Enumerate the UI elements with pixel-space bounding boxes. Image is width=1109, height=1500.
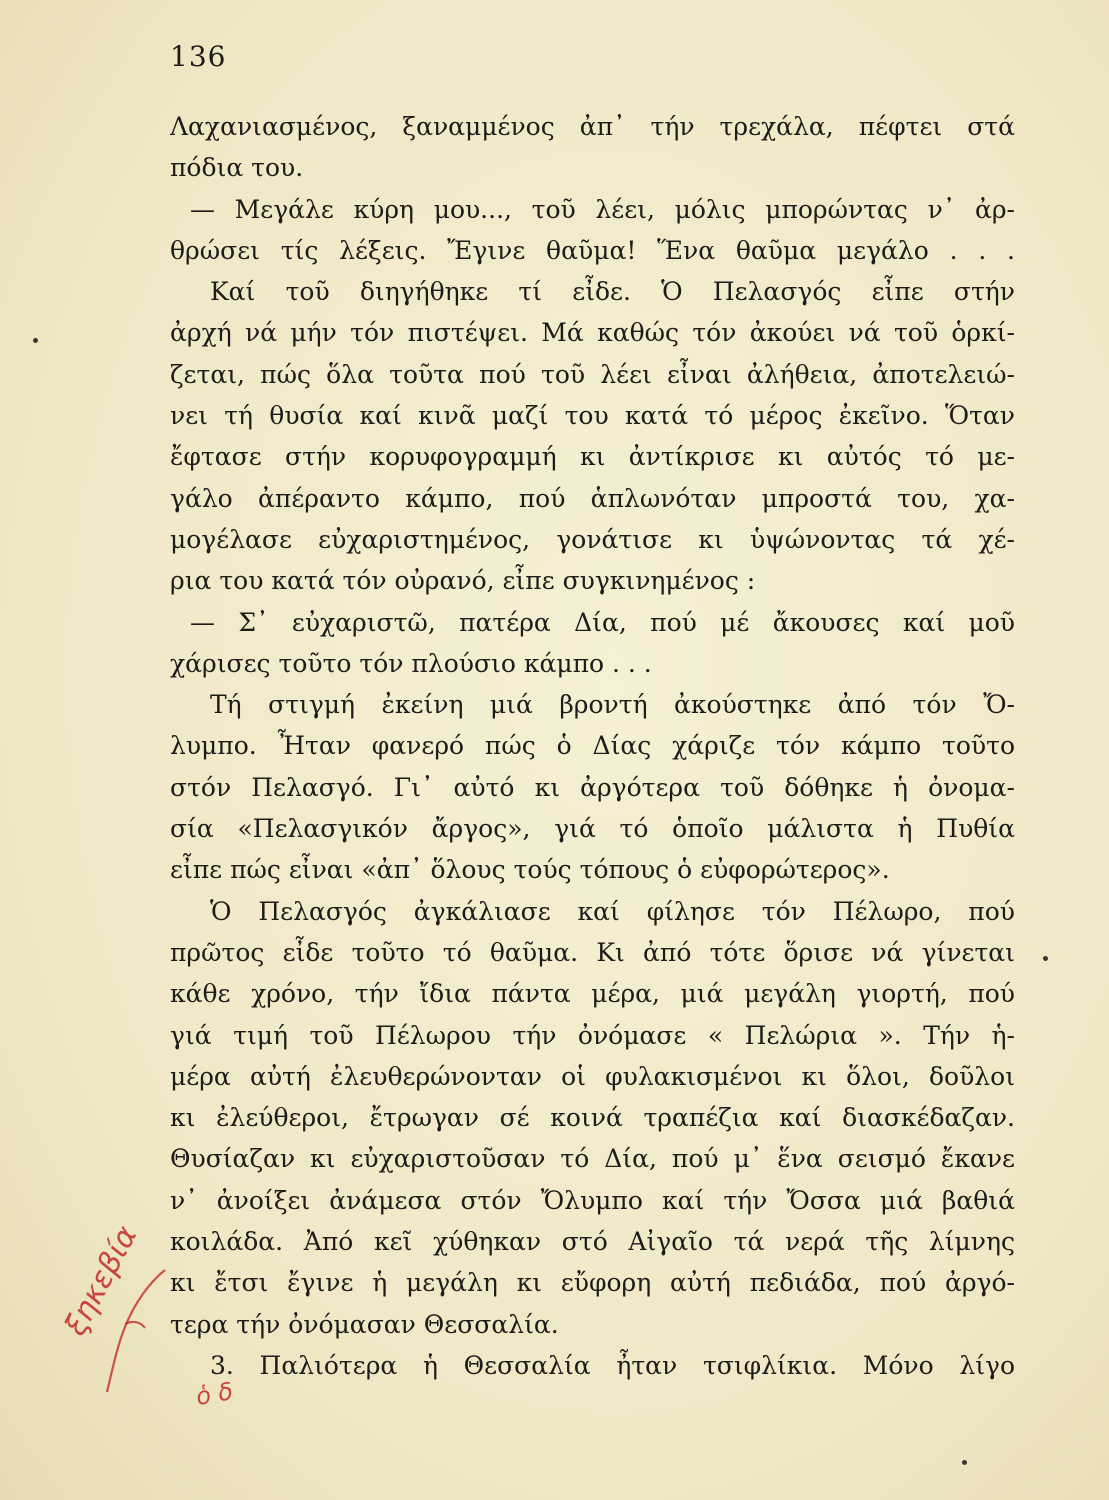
text-line: χάρισες τοῦτο τόν πλούσιο κάμπο . . . (170, 648, 652, 678)
dust-speck (33, 338, 38, 343)
text-line: Θυσίαζαν κι εὐχαριστοῦσαν τό Δία, πού μ᾽ ἕνα σεισμό ἔκανε (170, 1144, 1015, 1174)
text-line: ρια του κατά τόν οὐρανό, εἶπε συγκινημένος : (170, 566, 756, 596)
text-line: εἶπε πώς εἶναι «ἀπ᾽ ὅλους τούς τόπους ὁ εὐφορώτερος». (170, 855, 890, 885)
text-line: γάλο ἀπέραντο κάμπο, πού ἁπλωνόταν μπροστά του, χα- (170, 483, 1015, 513)
text-line: Καί τοῦ διηγήθηκε τί εἶδε. Ὁ Πελασγός εἶπε στήν (210, 277, 1015, 307)
text-line: μογέλασε εὐχαριστημένος, γονάτισε κι ὑψώνοντας τά χέ- (170, 524, 1015, 554)
text-line: πόδια του. (170, 153, 304, 183)
body-text (170, 106, 1015, 1386)
text-line: κι ἔτσι ἔγινε ἡ μεγάλη κι εὔφορη αὐτή πεδιάδα, πού ἀργό- (170, 1268, 1015, 1298)
text-line: θρώσει τίς λέξεις. Ἔγινε θαῦμα! Ἕνα θαῦμα μεγάλο . . . (170, 235, 1015, 265)
text-line: πρῶτος εἶδε τοῦτο τό θαῦμα. Κι ἀπό τότε ὅρισε νά γίνεται (170, 937, 1015, 967)
text-line: Τή στιγμή ἐκείνη μιά βροντή ἀκούστηκε ἀπό τόν Ὄ- (210, 690, 1015, 720)
margin-annotation-mark: ὁ δ (193, 1377, 236, 1411)
text-line: ζεται, πώς ὅλα τοῦτα πού τοῦ λέει εἶναι ἀλήθεια, ἀποτελειώ- (170, 359, 1015, 389)
text-line: κοιλάδα. Ἀπό κεῖ χύθηκαν στό Αἰγαῖο τά νερά τῆς λίμνης (170, 1227, 1015, 1257)
dust-speck (962, 1460, 967, 1465)
dust-speck (1043, 956, 1048, 961)
text-line: Λαχανιασμένος, ξαναμμένος ἀπ᾽ τήν τρεχάλα, πέφτει στά (170, 112, 1015, 141)
text-line: 3. Παλιότερα ἡ Θεσσαλία ἦταν τσιφλίκια. Μόνο λίγο (210, 1350, 1015, 1380)
page-number: 136 (170, 40, 227, 73)
text-line: — Μεγάλε κύρη μου..., τοῦ λέει, μόλις μπορώντας ν᾽ ἀρ- (190, 194, 1015, 224)
text-line: γιά τιμή τοῦ Πέλωρου τήν ὀνόμασε « Πελώρια ». Τήν ἡ- (170, 1020, 1015, 1050)
text-line: νει τή θυσία καί κινᾶ μαζί του κατά τό μέρος ἐκεῖνο. Ὅταν (170, 401, 1015, 431)
text-line: μέρα αὐτή ἐλευθερώνονταν οἱ φυλακισμένοι κι ὅλοι, δοῦλοι (170, 1061, 1015, 1091)
text-line: κάθε χρόνο, τήν ἴδια πάντα μέρα, μιά μεγάλη γιορτή, πού (170, 979, 1015, 1009)
text-line: σία «Πελασγικόν ἄργος», γιά τό ὁποῖο μάλιστα ἡ Πυθία (170, 814, 1015, 844)
text-line: ἀρχή νά μήν τόν πιστέψει. Μά καθώς τόν ἀκούει νά τοῦ ὁρκί- (170, 318, 1015, 348)
text-line: Ὁ Πελασγός ἀγκάλιασε καί φίλησε τόν Πέλωρο, πού (210, 896, 1015, 926)
text-line: ἔφτασε στήν κορυφογραμμή κι ἀντίκρισε κι αὐτός τό με- (170, 442, 1015, 472)
text-line: — Σ᾽ εὐχαριστῶ, πατέρα Δία, πού μέ ἄκουσες καί μοῦ (190, 607, 1015, 637)
text-line: κι ἐλεύθεροι, ἔτρωγαν σέ κοινά τραπέζια καί διασκέδαζαν. (170, 1103, 1015, 1133)
text-line: ν᾽ ἀνοίξει ἀνάμεσα στόν Ὄλυμπο καί τήν Ὄσσα μιά βαθιά (170, 1185, 1015, 1215)
text-line: στόν Πελασγό. Γι᾽ αὐτό κι ἀργότερα τοῦ δόθηκε ἡ ὀνομα- (170, 772, 1015, 802)
text-line: λυμπο. Ἦταν φανερό πώς ὁ Δίας χάριζε τόν κάμπο τοῦτο (170, 731, 1015, 761)
margin-annotation: ξηκεβία (58, 1220, 145, 1342)
text-line: τερα τήν ὀνόμασαν Θεσσαλία. (170, 1309, 559, 1339)
